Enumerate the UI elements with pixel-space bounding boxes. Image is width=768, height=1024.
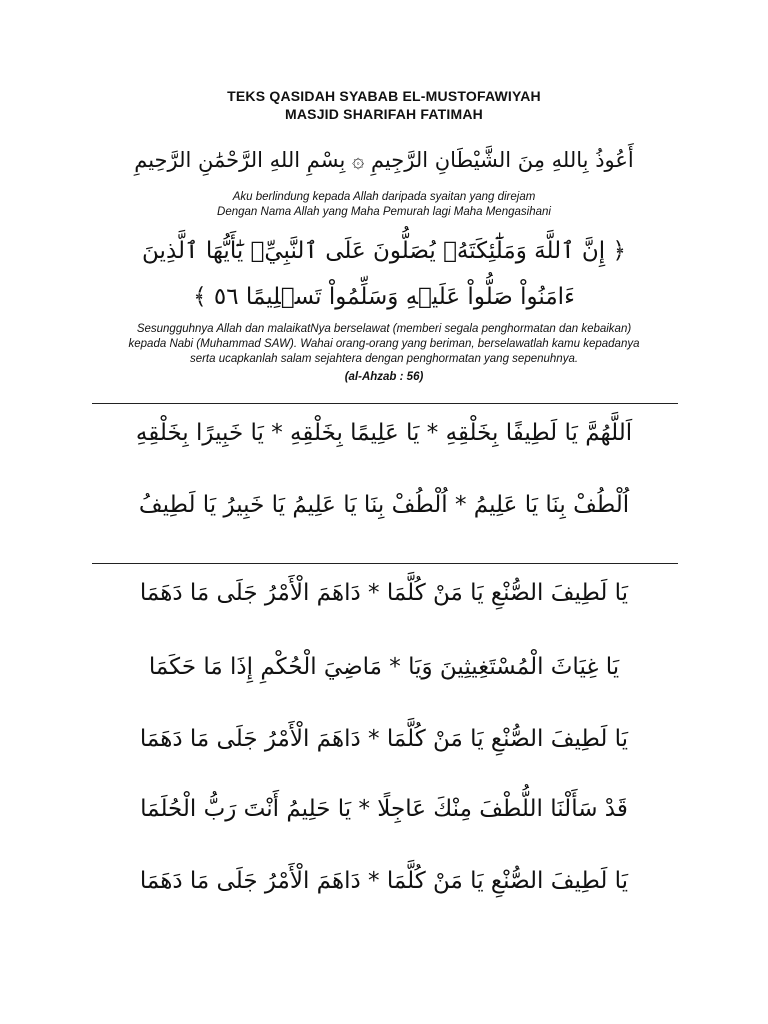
quran-verse-reference: (al-Ahzab : 56) [344, 371, 424, 383]
qasidah-verse: اُلْطُفْ بِنَا يَا عَلِيمُ * اُلْطُفْ بِنَا يَا عَلِيمُ يَا خَبِيرُ يَا لَطِيفُ [138, 492, 630, 518]
quran-verse-arabic-line: ﴿ إِنَّ ٱللَّهَ وَمَلَٰٓئِكَتَهُۥ يُصَلُّونَ عَلَى ٱلنَّبِيِّۚ يَٰٓأَيُّهَا ٱلَّذِينَ [142, 238, 626, 264]
quran-verse-translation [0, 322, 768, 367]
quran-translation-line: Sesungguhnya Allah dan malaikatNya berselawat (memberi segala penghormatan dan kebaikan) [136, 323, 632, 335]
qasidah-verse: قَدْ سَأَلْنَا اللُّطْفَ مِنْكَ عَاجِلًا * يَا حَلِيمُ أَنْتَ رَبُّ الْحُلَمَا [140, 796, 628, 822]
qasidah-verse: يَا لَطِيفَ الصُّنْعِ يَا مَنْ كُلَّمَا * دَاهَمَ الْأَمْرُ جَلَى مَا دَهَمَا [139, 580, 629, 606]
opening-translation [0, 190, 768, 220]
quran-translation-line: serta ucapkanlah salam sejahtera dengan penghormatan yang sepenuhnya. [189, 353, 579, 365]
document-subtitle: MASJID SHARIFAH FATIMAH [284, 106, 483, 122]
qasidah-verse: يَا غِيَاثَ الْمُسْتَغِيثِينَ وَيَا * مَاضِيَ الْحُكْمِ إِذَا مَا حَكَمَا [148, 654, 620, 680]
qasidah-verse: اَللَّهُمَّ يَا لَطِيفًا بِخَلْقِهِ * يَا عَلِيمًا بِخَلْقِهِ * يَا خَبِيرًا بِخَلْقِهِ [135, 420, 633, 446]
quran-verse-arabic-line: ءَامَنُواْ صَلُّواْ عَلَيۡهِ وَسَلِّمُواْ تَسۡلِيمًا ٥٦ ﴾ [193, 284, 575, 310]
opening-translation-line: Aku berlindung kepada Allah daripada syaitan yang direjam [232, 191, 536, 203]
opening-translation-line: Dengan Nama Allah yang Maha Pemurah lagi Maha Mengasihani [217, 206, 551, 218]
section-divider [92, 563, 678, 564]
document-title: TEKS QASIDAH SYABAB EL-MUSTOFAWIYAH [227, 88, 541, 104]
qasidah-verse: يَا لَطِيفَ الصُّنْعِ يَا مَنْ كُلَّمَا * دَاهَمَ الْأَمْرُ جَلَى مَا دَهَمَا [139, 868, 629, 894]
quran-translation-line: kepada Nabi (Muhammad SAW). Wahai orang-orang yang beriman, berselawatlah kamu kepadanya [128, 338, 640, 350]
taawwudh-basmalah-arabic: أَعُوذُ بِاللهِ مِنَ الشَّيْطَانِ الرَّجِيمِ ۞ بِسْمِ اللهِ الرَّحْمَٰنِ الرَّحِيمِ [134, 148, 634, 172]
section-divider [92, 403, 678, 404]
qasidah-verse: يَا لَطِيفَ الصُّنْعِ يَا مَنْ كُلَّمَا * دَاهَمَ الْأَمْرُ جَلَى مَا دَهَمَا [139, 726, 629, 752]
